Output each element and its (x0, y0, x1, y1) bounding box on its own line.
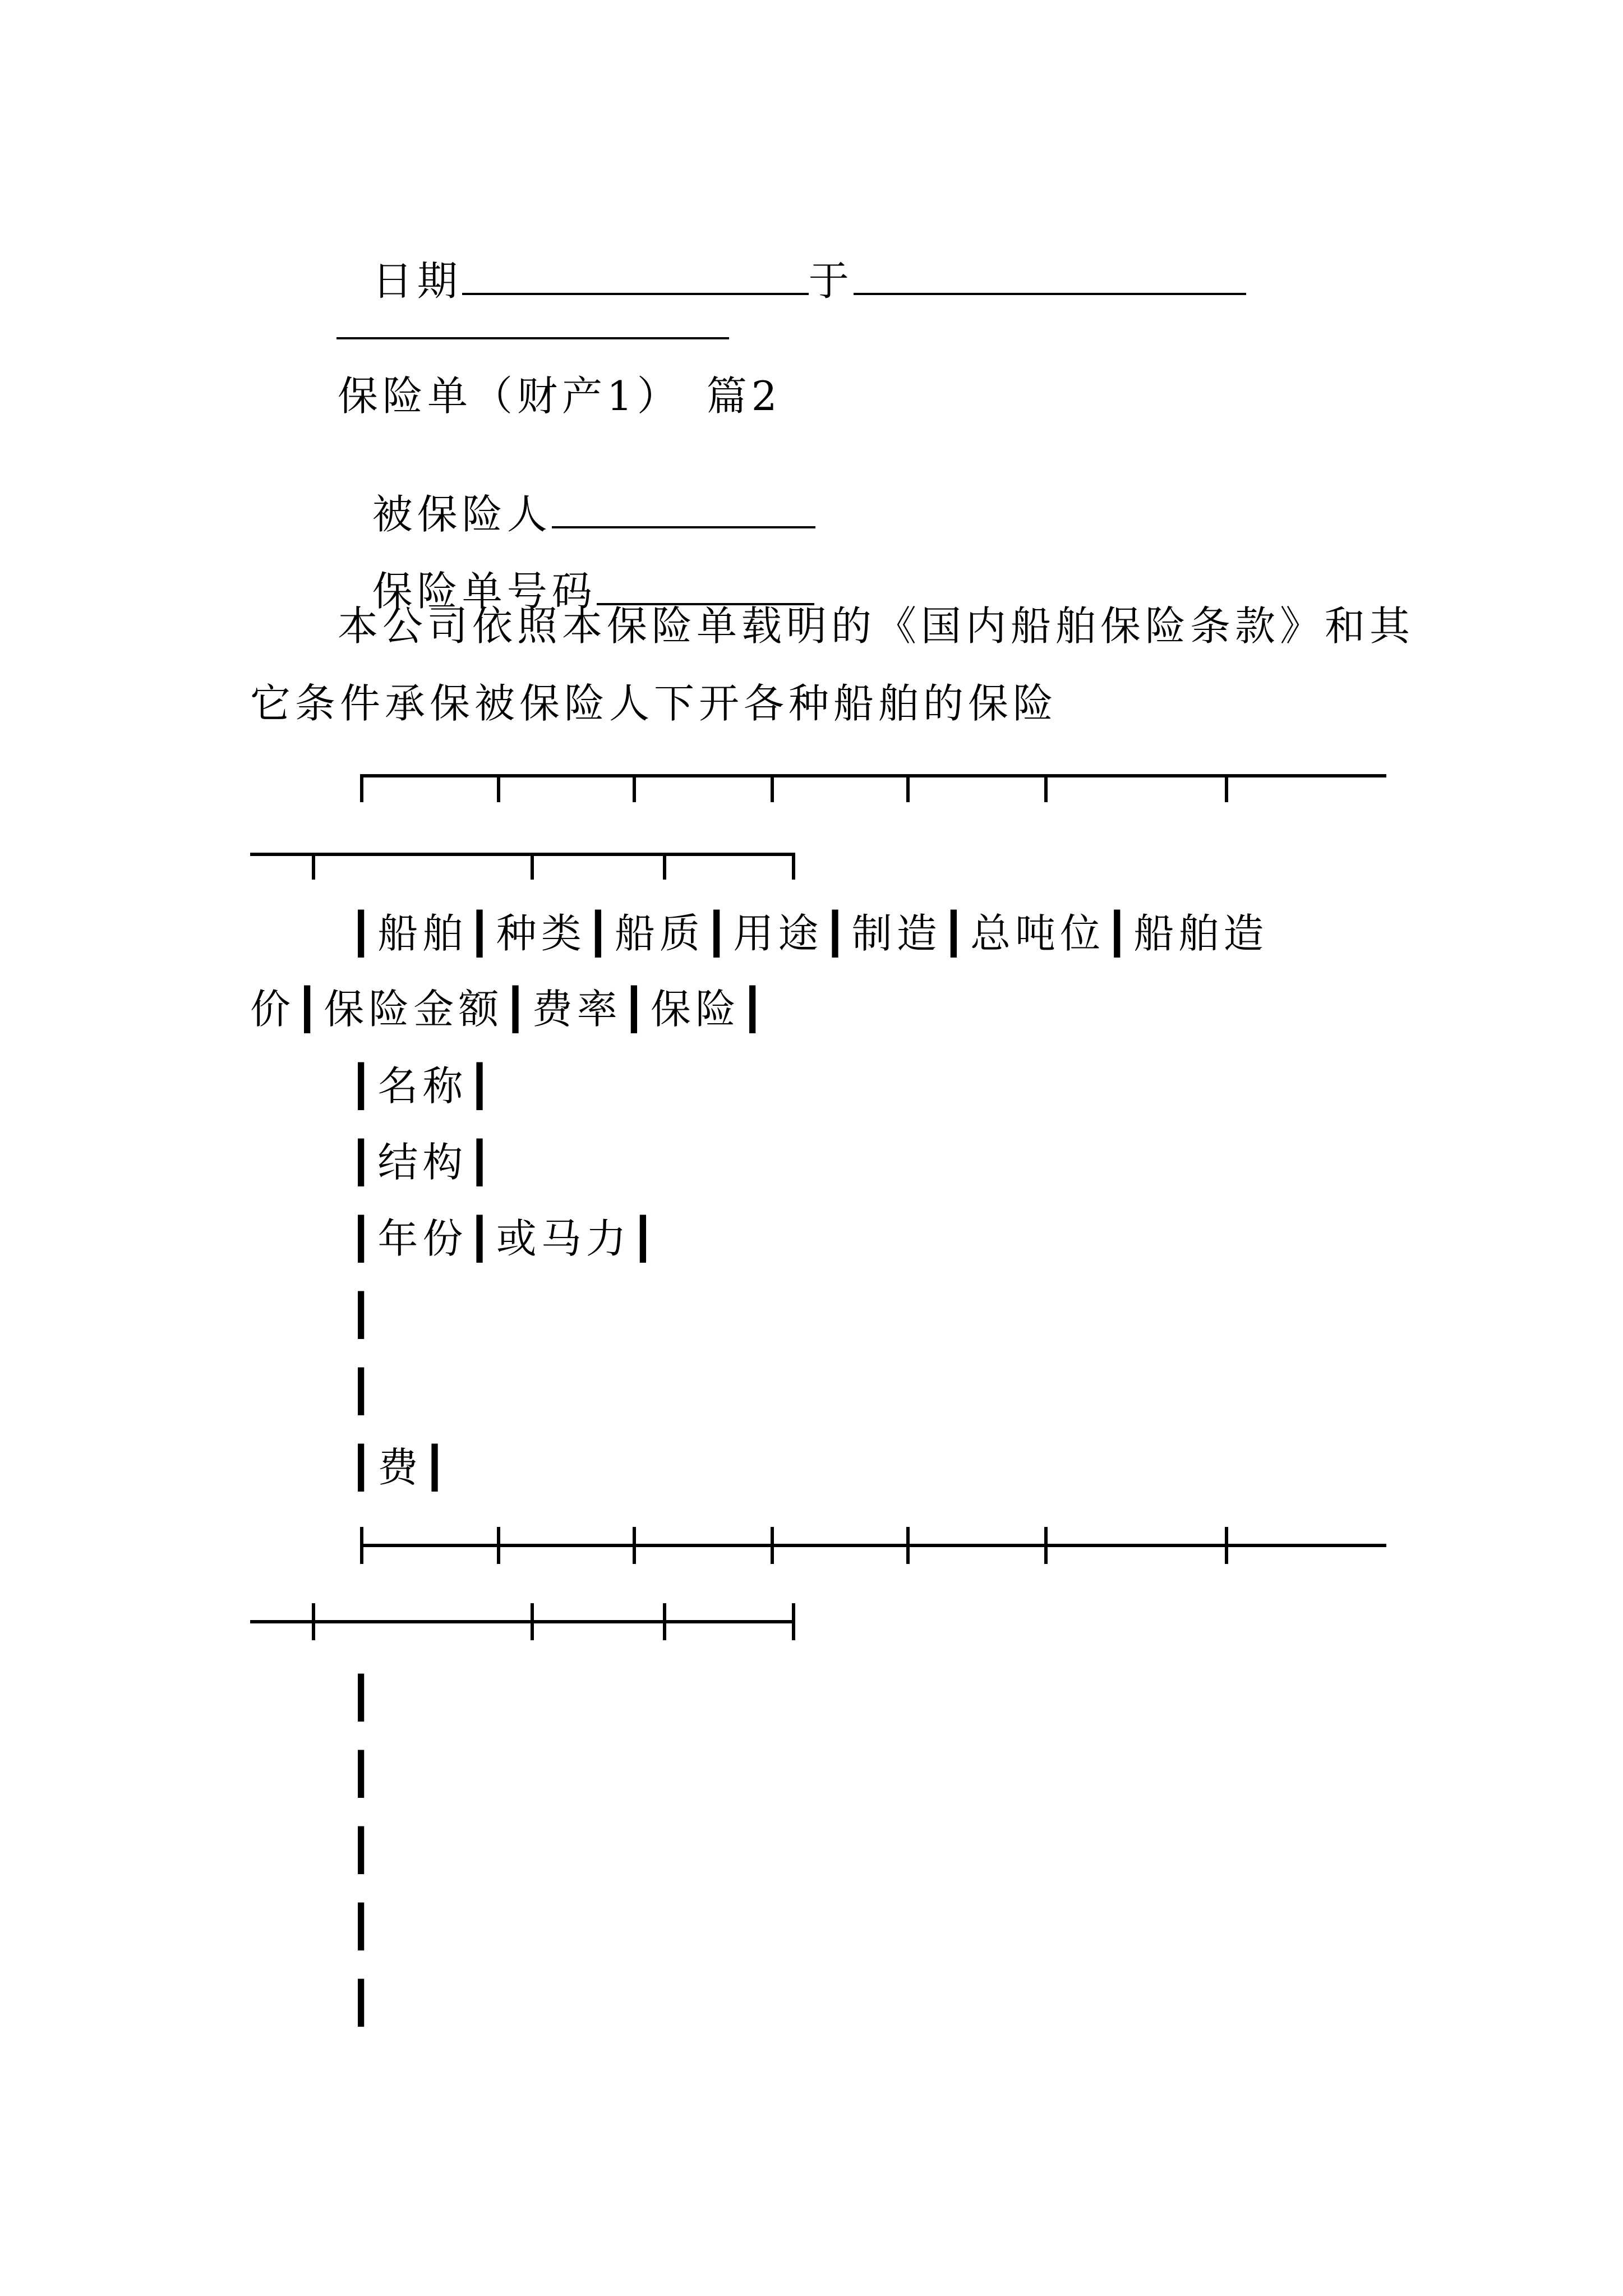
table-top-tick (1044, 774, 1048, 802)
date-line (338, 220, 1246, 305)
table-header-row: ┃ (349, 1291, 378, 1338)
table-mid-tick (663, 1603, 666, 1640)
table-body-row: ┃ (349, 1750, 378, 1797)
table-top-tick (360, 774, 363, 802)
table-top-tick (312, 853, 315, 880)
table-top-border-cont (250, 853, 794, 856)
insured-label: 被保险人 (372, 491, 552, 538)
policy-number-line (338, 530, 814, 615)
table-header-row: ┃ (349, 1368, 378, 1415)
table-body-row: ┃ (349, 1826, 378, 1874)
intro-text-line1: 本公司依照本保险单载明的《国内船舶保险条款》和其 (338, 602, 1415, 650)
table-top-tick (771, 774, 774, 802)
table-top-tick (906, 774, 910, 802)
insured-line (338, 453, 815, 538)
table-top-tick (531, 853, 534, 880)
intro-text-line2: 它条件承保被保险人下开各种船舶的保险 (250, 680, 1058, 727)
table-header-row: ┃年份┃或马力┃ (349, 1215, 660, 1262)
at-label: 于 (808, 257, 854, 305)
table-top-tick (633, 774, 636, 802)
insured-blank[interactable] (552, 494, 815, 528)
table-mid-tick (1225, 1527, 1228, 1564)
table-header-row: ┃船舶┃种类┃船质┃用途┃制造┃总吨位┃船舶造 (349, 910, 1269, 957)
table-header-row: ┃名称┃ (349, 1062, 496, 1110)
table-body-row: ┃ (349, 1903, 378, 1950)
table-mid-tick (771, 1527, 774, 1564)
table-top-tick (1225, 774, 1228, 802)
table-mid-border-cont (250, 1620, 794, 1623)
table-mid-tick (360, 1527, 363, 1564)
place-blank[interactable] (854, 260, 1246, 295)
table-mid-tick (497, 1527, 500, 1564)
table-mid-tick (906, 1527, 910, 1564)
table-top-tick (663, 853, 666, 880)
table-mid-tick (633, 1527, 636, 1564)
date-label: 日期 (372, 257, 462, 305)
table-body-row: ┃ (349, 1674, 378, 1721)
table-mid-tick (1044, 1527, 1048, 1564)
table-mid-tick (312, 1603, 315, 1640)
signature-blank[interactable] (336, 337, 729, 339)
table-header-row: ┃费┃ (349, 1444, 451, 1491)
policy-number-label: 保险单号码 (372, 568, 597, 615)
table-top-tick (792, 853, 795, 880)
table-header-row: 价┃保险金额┃费率┃保险┃ (250, 986, 769, 1033)
policy-number-blank[interactable] (597, 570, 814, 605)
table-top-tick (497, 774, 500, 802)
table-mid-tick (792, 1603, 795, 1640)
table-top-border (360, 774, 1386, 777)
table-mid-tick (531, 1603, 534, 1640)
date-blank[interactable] (462, 260, 809, 295)
table-header-row: ┃结构┃ (349, 1139, 496, 1186)
policy-heading: 保险单（财产1） 篇2 (338, 372, 782, 420)
table-body-row: ┃ (349, 1979, 378, 2026)
table-mid-border (360, 1544, 1386, 1547)
